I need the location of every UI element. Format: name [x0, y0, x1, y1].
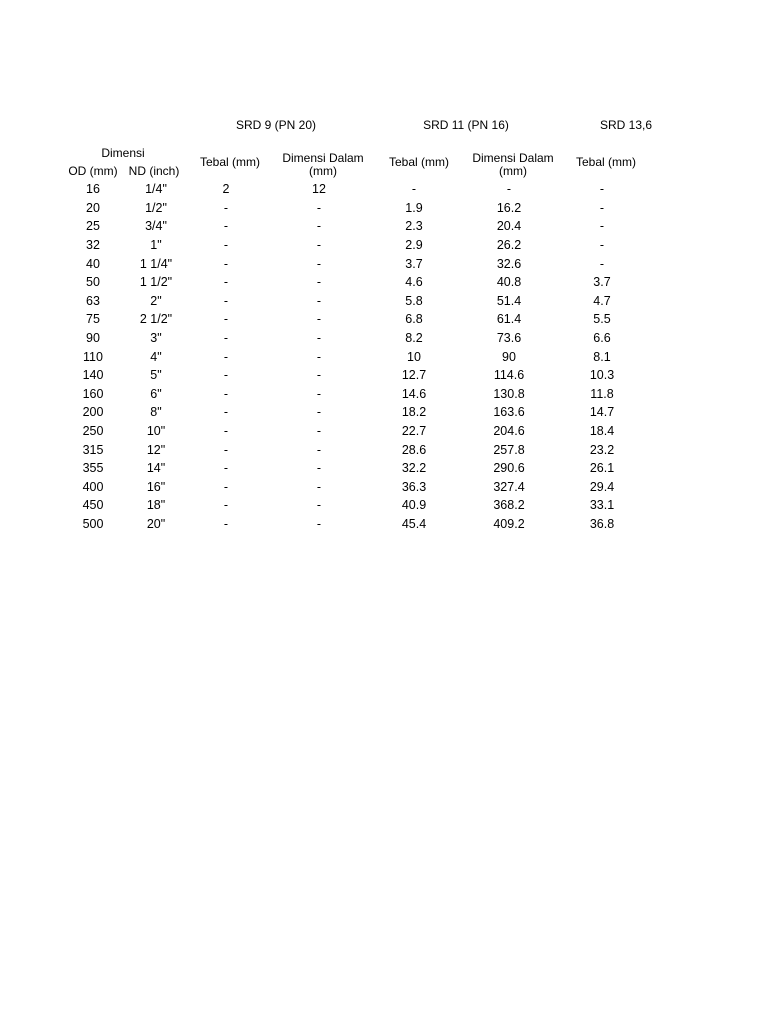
srd11-tebal-cell: 45.4 — [401, 516, 427, 531]
srd9-dalam-cell: - — [316, 405, 322, 420]
srd9-tebal-cell: - — [223, 256, 229, 271]
srd11-tebal-cell: 36.3 — [401, 479, 427, 494]
srd11-dalam-cell: 204.6 — [493, 424, 525, 439]
srd11-tebal-cell: 5.8 — [405, 293, 423, 308]
nd-cell: 5" — [150, 368, 162, 383]
srd136-tebal-cell: 3.7 — [593, 275, 611, 290]
header-nd: ND (inch) — [128, 164, 180, 178]
od-cell: 315 — [82, 442, 104, 457]
table-row — [60, 236, 642, 255]
od-cell: 355 — [82, 461, 104, 476]
dimension-table-body — [60, 180, 642, 533]
srd136-tebal-cell: - — [599, 200, 605, 215]
header-dalam-srd11-line2: (mm) — [499, 164, 527, 178]
srd9-tebal-cell: - — [223, 442, 229, 457]
srd11-tebal-cell: 14.6 — [401, 386, 427, 401]
table-row — [60, 347, 642, 366]
srd11-tebal-cell: 40.9 — [401, 498, 427, 513]
srd9-tebal-cell: 2 — [222, 182, 230, 197]
nd-cell: 14" — [146, 461, 166, 476]
od-cell: 32 — [86, 238, 100, 253]
srd11-dalam-cell: 16.2 — [496, 200, 522, 215]
table-row — [60, 515, 642, 534]
srd136-tebal-cell: 5.5 — [593, 312, 611, 327]
od-cell: 20 — [86, 200, 100, 215]
srd9-tebal-cell: - — [223, 479, 229, 494]
od-cell: 160 — [82, 386, 104, 401]
srd11-dalam-cell: 40.8 — [496, 275, 522, 290]
srd11-dalam-cell: 26.2 — [496, 238, 522, 253]
table-row — [60, 310, 642, 329]
nd-cell: 2" — [150, 293, 162, 308]
srd11-dalam-cell: 32.6 — [496, 256, 522, 271]
table-row — [60, 496, 642, 515]
srd11-dalam-cell: 257.8 — [493, 442, 525, 457]
srd9-dalam-cell: - — [316, 219, 322, 234]
srd136-tebal-cell: - — [599, 256, 605, 271]
srd11-tebal-cell: 6.8 — [405, 312, 423, 327]
srd9-tebal-cell: - — [223, 424, 229, 439]
srd9-tebal-cell: - — [223, 516, 229, 531]
od-cell: 75 — [86, 312, 100, 327]
srd136-tebal-cell: 29.4 — [589, 479, 615, 494]
srd9-dalam-cell: - — [316, 368, 322, 383]
srd11-dalam-cell: 114.6 — [493, 368, 525, 383]
srd9-tebal-cell: - — [223, 219, 229, 234]
srd9-tebal-cell: - — [223, 349, 229, 364]
header-srd136: SRD 13,6 — [599, 118, 653, 132]
srd136-tebal-cell: - — [599, 238, 605, 253]
srd9-tebal-cell: - — [223, 238, 229, 253]
srd9-dalam-cell: - — [316, 200, 322, 215]
header-dalam-srd9-line2: (mm) — [309, 164, 337, 178]
srd11-dalam-cell: 51.4 — [496, 293, 522, 308]
table-row — [60, 440, 642, 459]
srd11-dalam-cell: 163.6 — [493, 405, 525, 420]
table-row — [60, 217, 642, 236]
srd11-tebal-cell: 4.6 — [405, 275, 423, 290]
srd11-dalam-cell: 61.4 — [496, 312, 522, 327]
srd11-tebal-cell: 2.9 — [405, 238, 423, 253]
table-row — [60, 273, 642, 292]
srd136-tebal-cell: 6.6 — [593, 331, 611, 346]
srd11-tebal-cell: 32.2 — [401, 461, 427, 476]
srd136-tebal-cell: - — [599, 219, 605, 234]
nd-cell: 16" — [146, 479, 166, 494]
srd9-tebal-cell: - — [223, 312, 229, 327]
od-cell: 250 — [82, 424, 104, 439]
srd11-dalam-cell: 90 — [502, 349, 516, 364]
od-cell: 140 — [82, 368, 104, 383]
dimension-table — [60, 180, 642, 533]
header-dimensi: Dimensi — [101, 146, 145, 160]
srd9-tebal-cell: - — [223, 368, 229, 383]
nd-cell: 1" — [150, 238, 162, 253]
srd136-tebal-cell: 23.2 — [589, 442, 615, 457]
srd9-tebal-cell: - — [223, 405, 229, 420]
srd9-dalam-cell: 12 — [312, 182, 326, 197]
srd9-tebal-cell: - — [223, 498, 229, 513]
header-dalam-srd9-line1: Dimensi Dalam — [282, 151, 364, 165]
nd-cell: 8" — [150, 405, 162, 420]
srd11-dalam-cell: 130.8 — [493, 386, 525, 401]
srd11-tebal-cell: 28.6 — [401, 442, 427, 457]
srd9-dalam-cell: - — [316, 516, 322, 531]
srd136-tebal-cell: 33.1 — [589, 498, 615, 513]
nd-cell: 3" — [150, 331, 162, 346]
od-cell: 63 — [86, 293, 100, 308]
od-cell: 450 — [82, 498, 104, 513]
srd136-tebal-cell: 14.7 — [589, 405, 615, 420]
srd136-tebal-cell: 11.8 — [590, 386, 614, 401]
nd-cell: 1 1/4" — [139, 256, 173, 271]
table-row — [60, 254, 642, 273]
srd11-tebal-cell: 8.2 — [405, 331, 423, 346]
od-cell: 50 — [86, 275, 100, 290]
nd-cell: 3/4" — [145, 219, 167, 234]
nd-cell: 20" — [146, 516, 166, 531]
srd9-tebal-cell: - — [223, 200, 229, 215]
table-row — [60, 422, 642, 441]
srd136-tebal-cell: 18.4 — [589, 424, 615, 439]
od-cell: 200 — [82, 405, 104, 420]
srd9-tebal-cell: - — [223, 331, 229, 346]
nd-cell: 1/4" — [145, 182, 167, 197]
srd136-tebal-cell: 8.1 — [593, 349, 611, 364]
nd-cell: 18" — [146, 498, 166, 513]
srd9-dalam-cell: - — [316, 349, 322, 364]
table-row — [60, 329, 642, 348]
table-row — [60, 199, 642, 218]
srd9-tebal-cell: - — [223, 461, 229, 476]
srd9-tebal-cell: - — [223, 386, 229, 401]
srd11-dalam-cell: 409.2 — [493, 516, 525, 531]
srd9-dalam-cell: - — [316, 312, 322, 327]
nd-cell: 12" — [146, 442, 166, 457]
header-tebal-srd136: Tebal (mm) — [575, 155, 636, 169]
srd11-tebal-cell: 1.9 — [405, 200, 423, 215]
srd11-dalam-cell: 73.6 — [496, 331, 522, 346]
table-row — [60, 366, 642, 385]
nd-cell: 1/2" — [145, 200, 167, 215]
srd9-dalam-cell: - — [316, 293, 322, 308]
od-cell: 40 — [86, 256, 100, 271]
srd9-dalam-cell: - — [316, 275, 322, 290]
srd9-dalam-cell: - — [316, 386, 322, 401]
nd-cell: 1 1/2" — [139, 275, 173, 290]
srd9-dalam-cell: - — [316, 461, 322, 476]
srd11-tebal-cell: 18.2 — [401, 405, 427, 420]
od-cell: 400 — [82, 479, 104, 494]
table-row — [60, 478, 642, 497]
header-dalam-srd11-line1: Dimensi Dalam — [472, 151, 554, 165]
header-od: OD (mm) — [68, 164, 118, 178]
srd136-tebal-cell: 36.8 — [589, 516, 615, 531]
srd9-dalam-cell: - — [316, 238, 322, 253]
table-row — [60, 403, 642, 422]
od-cell: 90 — [86, 331, 100, 346]
srd9-dalam-cell: - — [316, 479, 322, 494]
table-row — [60, 180, 642, 199]
srd11-tebal-cell: 3.7 — [405, 256, 423, 271]
srd136-tebal-cell: 4.7 — [593, 293, 611, 308]
od-cell: 25 — [86, 219, 100, 234]
nd-cell: 4" — [150, 349, 162, 364]
srd11-tebal-cell: 22.7 — [401, 424, 427, 439]
header-tebal-srd9: Tebal (mm) — [199, 155, 260, 169]
od-cell: 500 — [82, 516, 104, 531]
srd9-dalam-cell: - — [316, 331, 322, 346]
srd136-tebal-cell: 10.3 — [589, 368, 615, 383]
srd9-tebal-cell: - — [223, 275, 229, 290]
srd9-dalam-cell: - — [316, 498, 322, 513]
srd136-tebal-cell: - — [599, 182, 605, 197]
srd9-dalam-cell: - — [316, 424, 322, 439]
srd11-dalam-cell: 327.4 — [493, 479, 525, 494]
table-row — [60, 292, 642, 311]
srd11-tebal-cell: 10 — [407, 349, 421, 364]
od-cell: 16 — [86, 182, 100, 197]
srd11-dalam-cell: 290.6 — [493, 461, 525, 476]
srd9-tebal-cell: - — [223, 293, 229, 308]
srd9-dalam-cell: - — [316, 442, 322, 457]
srd11-tebal-cell: - — [411, 182, 417, 197]
header-tebal-srd11: Tebal (mm) — [388, 155, 449, 169]
srd11-tebal-cell: 2.3 — [405, 219, 423, 234]
nd-cell: 6" — [150, 386, 162, 401]
header-srd11: SRD 11 (PN 16) — [423, 118, 509, 132]
table-row — [60, 459, 642, 478]
nd-cell: 2 1/2" — [139, 312, 173, 327]
srd11-dalam-cell: 20.4 — [496, 219, 522, 234]
table-row — [60, 385, 642, 404]
srd136-tebal-cell: 26.1 — [589, 461, 615, 476]
srd11-dalam-cell: 368.2 — [493, 498, 525, 513]
srd9-dalam-cell: - — [316, 256, 322, 271]
srd11-tebal-cell: 12.7 — [401, 368, 427, 383]
header-srd9: SRD 9 (PN 20) — [235, 118, 317, 132]
srd11-dalam-cell: - — [506, 182, 512, 197]
nd-cell: 10" — [146, 424, 166, 439]
od-cell: 110 — [83, 349, 103, 364]
